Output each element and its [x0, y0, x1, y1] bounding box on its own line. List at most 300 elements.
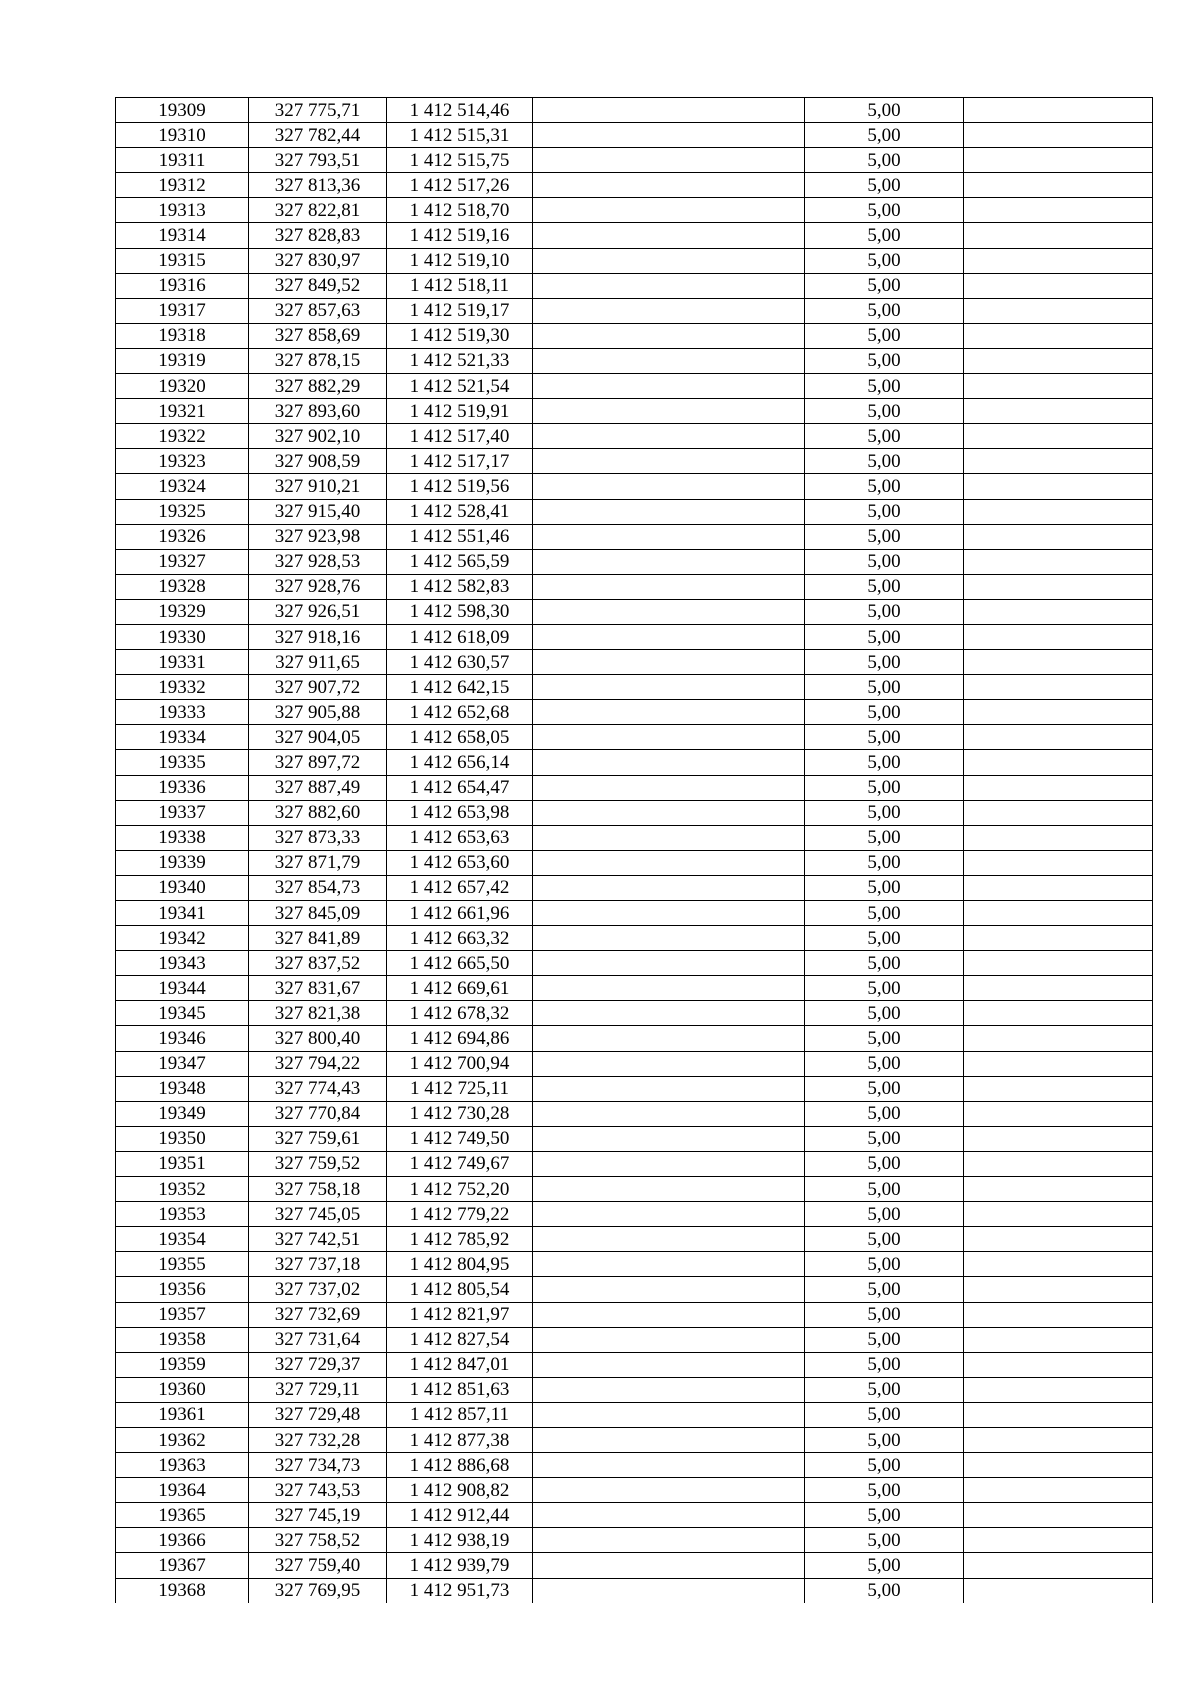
- y-coordinate-cell: 1 412 912,44: [387, 1503, 533, 1528]
- accuracy-cell: 5,00: [805, 123, 964, 148]
- y-coordinate-cell: 1 412 565,59: [387, 549, 533, 574]
- empty-cell: [964, 1277, 1153, 1302]
- table-row: [116, 348, 1153, 373]
- y-coordinate-cell: 1 412 749,67: [387, 1151, 533, 1176]
- empty-cell: [964, 148, 1153, 173]
- table-row: [116, 1478, 1153, 1503]
- empty-cell: [533, 223, 805, 248]
- point-number-cell: 19348: [116, 1076, 249, 1101]
- empty-cell: [533, 198, 805, 223]
- point-number-cell: 19346: [116, 1026, 249, 1051]
- empty-cell: [964, 474, 1153, 499]
- point-number-cell: 19310: [116, 123, 249, 148]
- y-coordinate-cell: 1 412 663,32: [387, 926, 533, 951]
- y-coordinate-cell: 1 412 519,30: [387, 323, 533, 348]
- empty-cell: [533, 98, 805, 123]
- y-coordinate-cell: 1 412 528,41: [387, 499, 533, 524]
- table-row: [116, 1202, 1153, 1227]
- empty-cell: [964, 725, 1153, 750]
- accuracy-cell: 5,00: [805, 1503, 964, 1528]
- empty-cell: [533, 323, 805, 348]
- empty-cell: [964, 198, 1153, 223]
- table-row: [116, 1453, 1153, 1478]
- accuracy-cell: 5,00: [805, 750, 964, 775]
- y-coordinate-cell: 1 412 827,54: [387, 1327, 533, 1352]
- empty-cell: [533, 825, 805, 850]
- accuracy-cell: 5,00: [805, 1553, 964, 1578]
- accuracy-cell: 5,00: [805, 1377, 964, 1402]
- empty-cell: [533, 1578, 805, 1603]
- y-coordinate-cell: 1 412 519,16: [387, 223, 533, 248]
- point-number-cell: 19325: [116, 499, 249, 524]
- point-number-cell: 19364: [116, 1478, 249, 1503]
- point-number-cell: 19361: [116, 1402, 249, 1427]
- y-coordinate-cell: 1 412 515,31: [387, 123, 533, 148]
- empty-cell: [533, 926, 805, 951]
- empty-cell: [533, 1202, 805, 1227]
- accuracy-cell: 5,00: [805, 449, 964, 474]
- x-coordinate-cell: 327 759,61: [249, 1126, 387, 1151]
- table-row: [116, 675, 1153, 700]
- empty-cell: [533, 599, 805, 624]
- point-number-cell: 19314: [116, 223, 249, 248]
- y-coordinate-cell: 1 412 519,17: [387, 298, 533, 323]
- table-row: [116, 624, 1153, 649]
- accuracy-cell: 5,00: [805, 599, 964, 624]
- table-row: [116, 1553, 1153, 1578]
- empty-cell: [533, 1277, 805, 1302]
- table-row: [116, 1327, 1153, 1352]
- y-coordinate-cell: 1 412 519,91: [387, 399, 533, 424]
- empty-cell: [533, 524, 805, 549]
- y-coordinate-cell: 1 412 653,60: [387, 850, 533, 875]
- coordinates-table-body: [116, 98, 1153, 1603]
- point-number-cell: 19317: [116, 298, 249, 323]
- table-row: [116, 850, 1153, 875]
- point-number-cell: 19319: [116, 348, 249, 373]
- table-row: [116, 198, 1153, 223]
- empty-cell: [533, 399, 805, 424]
- accuracy-cell: 5,00: [805, 1327, 964, 1352]
- y-coordinate-cell: 1 412 642,15: [387, 675, 533, 700]
- x-coordinate-cell: 327 821,38: [249, 1001, 387, 1026]
- point-number-cell: 19354: [116, 1227, 249, 1252]
- point-number-cell: 19363: [116, 1453, 249, 1478]
- accuracy-cell: 5,00: [805, 1101, 964, 1126]
- empty-cell: [964, 1377, 1153, 1402]
- point-number-cell: 19350: [116, 1126, 249, 1151]
- x-coordinate-cell: 327 858,69: [249, 323, 387, 348]
- table-row: [116, 399, 1153, 424]
- y-coordinate-cell: 1 412 656,14: [387, 750, 533, 775]
- x-coordinate-cell: 327 729,37: [249, 1352, 387, 1377]
- empty-cell: [533, 1252, 805, 1277]
- x-coordinate-cell: 327 769,95: [249, 1578, 387, 1603]
- point-number-cell: 19328: [116, 574, 249, 599]
- empty-cell: [964, 123, 1153, 148]
- empty-cell: [533, 1076, 805, 1101]
- x-coordinate-cell: 327 907,72: [249, 675, 387, 700]
- point-number-cell: 19368: [116, 1578, 249, 1603]
- x-coordinate-cell: 327 737,18: [249, 1252, 387, 1277]
- point-number-cell: 19321: [116, 399, 249, 424]
- empty-cell: [964, 1001, 1153, 1026]
- point-number-cell: 19311: [116, 148, 249, 173]
- accuracy-cell: 5,00: [805, 926, 964, 951]
- accuracy-cell: 5,00: [805, 574, 964, 599]
- table-row: [116, 374, 1153, 399]
- accuracy-cell: 5,00: [805, 700, 964, 725]
- table-row: [116, 323, 1153, 348]
- accuracy-cell: 5,00: [805, 374, 964, 399]
- point-number-cell: 19316: [116, 273, 249, 298]
- empty-cell: [533, 976, 805, 1001]
- empty-cell: [533, 1302, 805, 1327]
- y-coordinate-cell: 1 412 518,11: [387, 273, 533, 298]
- point-number-cell: 19340: [116, 875, 249, 900]
- point-number-cell: 19343: [116, 951, 249, 976]
- y-coordinate-cell: 1 412 515,75: [387, 148, 533, 173]
- accuracy-cell: 5,00: [805, 248, 964, 273]
- accuracy-cell: 5,00: [805, 1076, 964, 1101]
- table-row: [116, 148, 1153, 173]
- accuracy-cell: 5,00: [805, 1252, 964, 1277]
- accuracy-cell: 5,00: [805, 474, 964, 499]
- empty-cell: [533, 173, 805, 198]
- empty-cell: [533, 549, 805, 574]
- x-coordinate-cell: 327 882,60: [249, 800, 387, 825]
- empty-cell: [964, 901, 1153, 926]
- y-coordinate-cell: 1 412 521,54: [387, 374, 533, 399]
- y-coordinate-cell: 1 412 939,79: [387, 1553, 533, 1578]
- accuracy-cell: 5,00: [805, 273, 964, 298]
- accuracy-cell: 5,00: [805, 1528, 964, 1553]
- empty-cell: [964, 449, 1153, 474]
- x-coordinate-cell: 327 882,29: [249, 374, 387, 399]
- table-row: [116, 574, 1153, 599]
- table-row: [116, 499, 1153, 524]
- accuracy-cell: 5,00: [805, 875, 964, 900]
- empty-cell: [533, 1151, 805, 1176]
- point-number-cell: 19359: [116, 1352, 249, 1377]
- point-number-cell: 19331: [116, 650, 249, 675]
- accuracy-cell: 5,00: [805, 1026, 964, 1051]
- table-row: [116, 825, 1153, 850]
- y-coordinate-cell: 1 412 518,70: [387, 198, 533, 223]
- point-number-cell: 19349: [116, 1101, 249, 1126]
- empty-cell: [964, 1553, 1153, 1578]
- point-number-cell: 19337: [116, 800, 249, 825]
- table-row: [116, 1001, 1153, 1026]
- y-coordinate-cell: 1 412 785,92: [387, 1227, 533, 1252]
- x-coordinate-cell: 327 857,63: [249, 298, 387, 323]
- y-coordinate-cell: 1 412 725,11: [387, 1076, 533, 1101]
- table-row: [116, 650, 1153, 675]
- empty-cell: [533, 1427, 805, 1452]
- accuracy-cell: 5,00: [805, 1453, 964, 1478]
- empty-cell: [533, 374, 805, 399]
- empty-cell: [964, 875, 1153, 900]
- accuracy-cell: 5,00: [805, 524, 964, 549]
- accuracy-cell: 5,00: [805, 298, 964, 323]
- empty-cell: [964, 775, 1153, 800]
- empty-cell: [964, 348, 1153, 373]
- point-number-cell: 19344: [116, 976, 249, 1001]
- empty-cell: [533, 1227, 805, 1252]
- accuracy-cell: 5,00: [805, 1202, 964, 1227]
- table-row: [116, 524, 1153, 549]
- x-coordinate-cell: 327 742,51: [249, 1227, 387, 1252]
- empty-cell: [964, 1427, 1153, 1452]
- point-number-cell: 19356: [116, 1277, 249, 1302]
- table-row: [116, 951, 1153, 976]
- empty-cell: [533, 1553, 805, 1578]
- x-coordinate-cell: 327 915,40: [249, 499, 387, 524]
- empty-cell: [964, 825, 1153, 850]
- empty-cell: [964, 549, 1153, 574]
- empty-cell: [964, 850, 1153, 875]
- empty-cell: [533, 474, 805, 499]
- x-coordinate-cell: 327 928,76: [249, 574, 387, 599]
- empty-cell: [533, 424, 805, 449]
- y-coordinate-cell: 1 412 678,32: [387, 1001, 533, 1026]
- y-coordinate-cell: 1 412 669,61: [387, 976, 533, 1001]
- table-row: [116, 725, 1153, 750]
- point-number-cell: 19338: [116, 825, 249, 850]
- point-number-cell: 19347: [116, 1051, 249, 1076]
- point-number-cell: 19332: [116, 675, 249, 700]
- x-coordinate-cell: 327 854,73: [249, 875, 387, 900]
- empty-cell: [964, 599, 1153, 624]
- y-coordinate-cell: 1 412 886,68: [387, 1453, 533, 1478]
- empty-cell: [533, 1177, 805, 1202]
- empty-cell: [964, 1402, 1153, 1427]
- accuracy-cell: 5,00: [805, 1051, 964, 1076]
- table-row: [116, 549, 1153, 574]
- x-coordinate-cell: 327 745,19: [249, 1503, 387, 1528]
- y-coordinate-cell: 1 412 661,96: [387, 901, 533, 926]
- empty-cell: [964, 1503, 1153, 1528]
- y-coordinate-cell: 1 412 857,11: [387, 1402, 533, 1427]
- y-coordinate-cell: 1 412 851,63: [387, 1377, 533, 1402]
- table-row: [116, 1227, 1153, 1252]
- table-row: [116, 775, 1153, 800]
- accuracy-cell: 5,00: [805, 1227, 964, 1252]
- point-number-cell: 19313: [116, 198, 249, 223]
- accuracy-cell: 5,00: [805, 399, 964, 424]
- y-coordinate-cell: 1 412 821,97: [387, 1302, 533, 1327]
- empty-cell: [964, 1051, 1153, 1076]
- accuracy-cell: 5,00: [805, 850, 964, 875]
- point-number-cell: 19362: [116, 1427, 249, 1452]
- point-number-cell: 19336: [116, 775, 249, 800]
- point-number-cell: 19366: [116, 1528, 249, 1553]
- y-coordinate-cell: 1 412 938,19: [387, 1528, 533, 1553]
- accuracy-cell: 5,00: [805, 1402, 964, 1427]
- accuracy-cell: 5,00: [805, 1578, 964, 1603]
- point-number-cell: 19352: [116, 1177, 249, 1202]
- accuracy-cell: 5,00: [805, 1277, 964, 1302]
- y-coordinate-cell: 1 412 665,50: [387, 951, 533, 976]
- accuracy-cell: 5,00: [805, 323, 964, 348]
- empty-cell: [964, 624, 1153, 649]
- empty-cell: [964, 223, 1153, 248]
- accuracy-cell: 5,00: [805, 951, 964, 976]
- accuracy-cell: 5,00: [805, 624, 964, 649]
- x-coordinate-cell: 327 849,52: [249, 273, 387, 298]
- x-coordinate-cell: 327 813,36: [249, 173, 387, 198]
- empty-cell: [964, 1252, 1153, 1277]
- y-coordinate-cell: 1 412 598,30: [387, 599, 533, 624]
- accuracy-cell: 5,00: [805, 675, 964, 700]
- accuracy-cell: 5,00: [805, 98, 964, 123]
- empty-cell: [964, 1151, 1153, 1176]
- point-number-cell: 19357: [116, 1302, 249, 1327]
- x-coordinate-cell: 327 822,81: [249, 198, 387, 223]
- empty-cell: [964, 574, 1153, 599]
- x-coordinate-cell: 327 732,28: [249, 1427, 387, 1452]
- table-row: [116, 98, 1153, 123]
- empty-cell: [964, 273, 1153, 298]
- y-coordinate-cell: 1 412 519,10: [387, 248, 533, 273]
- x-coordinate-cell: 327 774,43: [249, 1076, 387, 1101]
- empty-cell: [964, 298, 1153, 323]
- accuracy-cell: 5,00: [805, 650, 964, 675]
- empty-cell: [533, 1327, 805, 1352]
- point-number-cell: 19323: [116, 449, 249, 474]
- y-coordinate-cell: 1 412 654,47: [387, 775, 533, 800]
- accuracy-cell: 5,00: [805, 775, 964, 800]
- x-coordinate-cell: 327 911,65: [249, 650, 387, 675]
- empty-cell: [964, 399, 1153, 424]
- empty-cell: [964, 1352, 1153, 1377]
- point-number-cell: 19334: [116, 725, 249, 750]
- x-coordinate-cell: 327 794,22: [249, 1051, 387, 1076]
- point-number-cell: 19322: [116, 424, 249, 449]
- x-coordinate-cell: 327 928,53: [249, 549, 387, 574]
- point-number-cell: 19333: [116, 700, 249, 725]
- empty-cell: [964, 1453, 1153, 1478]
- x-coordinate-cell: 327 758,18: [249, 1177, 387, 1202]
- empty-cell: [533, 574, 805, 599]
- table-row: [116, 1151, 1153, 1176]
- empty-cell: [533, 800, 805, 825]
- point-number-cell: 19367: [116, 1553, 249, 1578]
- table-row: [116, 750, 1153, 775]
- empty-cell: [533, 650, 805, 675]
- table-row: [116, 173, 1153, 198]
- x-coordinate-cell: 327 910,21: [249, 474, 387, 499]
- point-number-cell: 19327: [116, 549, 249, 574]
- y-coordinate-cell: 1 412 652,68: [387, 700, 533, 725]
- x-coordinate-cell: 327 800,40: [249, 1026, 387, 1051]
- table-row: [116, 976, 1153, 1001]
- point-number-cell: 19324: [116, 474, 249, 499]
- table-row: [116, 901, 1153, 926]
- x-coordinate-cell: 327 926,51: [249, 599, 387, 624]
- empty-cell: [533, 700, 805, 725]
- empty-cell: [533, 1352, 805, 1377]
- y-coordinate-cell: 1 412 658,05: [387, 725, 533, 750]
- table-row: [116, 223, 1153, 248]
- x-coordinate-cell: 327 745,05: [249, 1202, 387, 1227]
- empty-cell: [533, 1478, 805, 1503]
- x-coordinate-cell: 327 758,52: [249, 1528, 387, 1553]
- table-row: [116, 1026, 1153, 1051]
- x-coordinate-cell: 327 830,97: [249, 248, 387, 273]
- point-number-cell: 19329: [116, 599, 249, 624]
- accuracy-cell: 5,00: [805, 1352, 964, 1377]
- table-row: [116, 700, 1153, 725]
- accuracy-cell: 5,00: [805, 549, 964, 574]
- empty-cell: [964, 323, 1153, 348]
- point-number-cell: 19345: [116, 1001, 249, 1026]
- y-coordinate-cell: 1 412 908,82: [387, 1478, 533, 1503]
- table-row: [116, 248, 1153, 273]
- x-coordinate-cell: 327 793,51: [249, 148, 387, 173]
- x-coordinate-cell: 327 831,67: [249, 976, 387, 1001]
- empty-cell: [533, 875, 805, 900]
- point-number-cell: 19320: [116, 374, 249, 399]
- y-coordinate-cell: 1 412 847,01: [387, 1352, 533, 1377]
- empty-cell: [533, 1402, 805, 1427]
- y-coordinate-cell: 1 412 653,98: [387, 800, 533, 825]
- accuracy-cell: 5,00: [805, 725, 964, 750]
- point-number-cell: 19309: [116, 98, 249, 123]
- table-row: [116, 1377, 1153, 1402]
- table-row: [116, 875, 1153, 900]
- empty-cell: [533, 273, 805, 298]
- empty-cell: [533, 449, 805, 474]
- x-coordinate-cell: 327 734,73: [249, 1453, 387, 1478]
- y-coordinate-cell: 1 412 804,95: [387, 1252, 533, 1277]
- y-coordinate-cell: 1 412 630,57: [387, 650, 533, 675]
- y-coordinate-cell: 1 412 653,63: [387, 825, 533, 850]
- point-number-cell: 19312: [116, 173, 249, 198]
- empty-cell: [533, 624, 805, 649]
- table-row: [116, 1101, 1153, 1126]
- empty-cell: [533, 298, 805, 323]
- empty-cell: [964, 976, 1153, 1001]
- table-row: [116, 926, 1153, 951]
- table-row: [116, 424, 1153, 449]
- empty-cell: [964, 374, 1153, 399]
- point-number-cell: 19318: [116, 323, 249, 348]
- y-coordinate-cell: 1 412 517,26: [387, 173, 533, 198]
- table-row: [116, 1578, 1153, 1603]
- table-row: [116, 599, 1153, 624]
- point-number-cell: 19339: [116, 850, 249, 875]
- point-number-cell: 19335: [116, 750, 249, 775]
- x-coordinate-cell: 327 731,64: [249, 1327, 387, 1352]
- table-row: [116, 1503, 1153, 1528]
- empty-cell: [533, 1377, 805, 1402]
- point-number-cell: 19342: [116, 926, 249, 951]
- coordinates-table: [115, 97, 1153, 1603]
- empty-cell: [533, 750, 805, 775]
- table-row: [116, 1076, 1153, 1101]
- empty-cell: [964, 750, 1153, 775]
- empty-cell: [533, 123, 805, 148]
- empty-cell: [964, 248, 1153, 273]
- x-coordinate-cell: 327 782,44: [249, 123, 387, 148]
- accuracy-cell: 5,00: [805, 424, 964, 449]
- x-coordinate-cell: 327 897,72: [249, 750, 387, 775]
- empty-cell: [964, 1177, 1153, 1202]
- y-coordinate-cell: 1 412 582,83: [387, 574, 533, 599]
- accuracy-cell: 5,00: [805, 1302, 964, 1327]
- empty-cell: [533, 951, 805, 976]
